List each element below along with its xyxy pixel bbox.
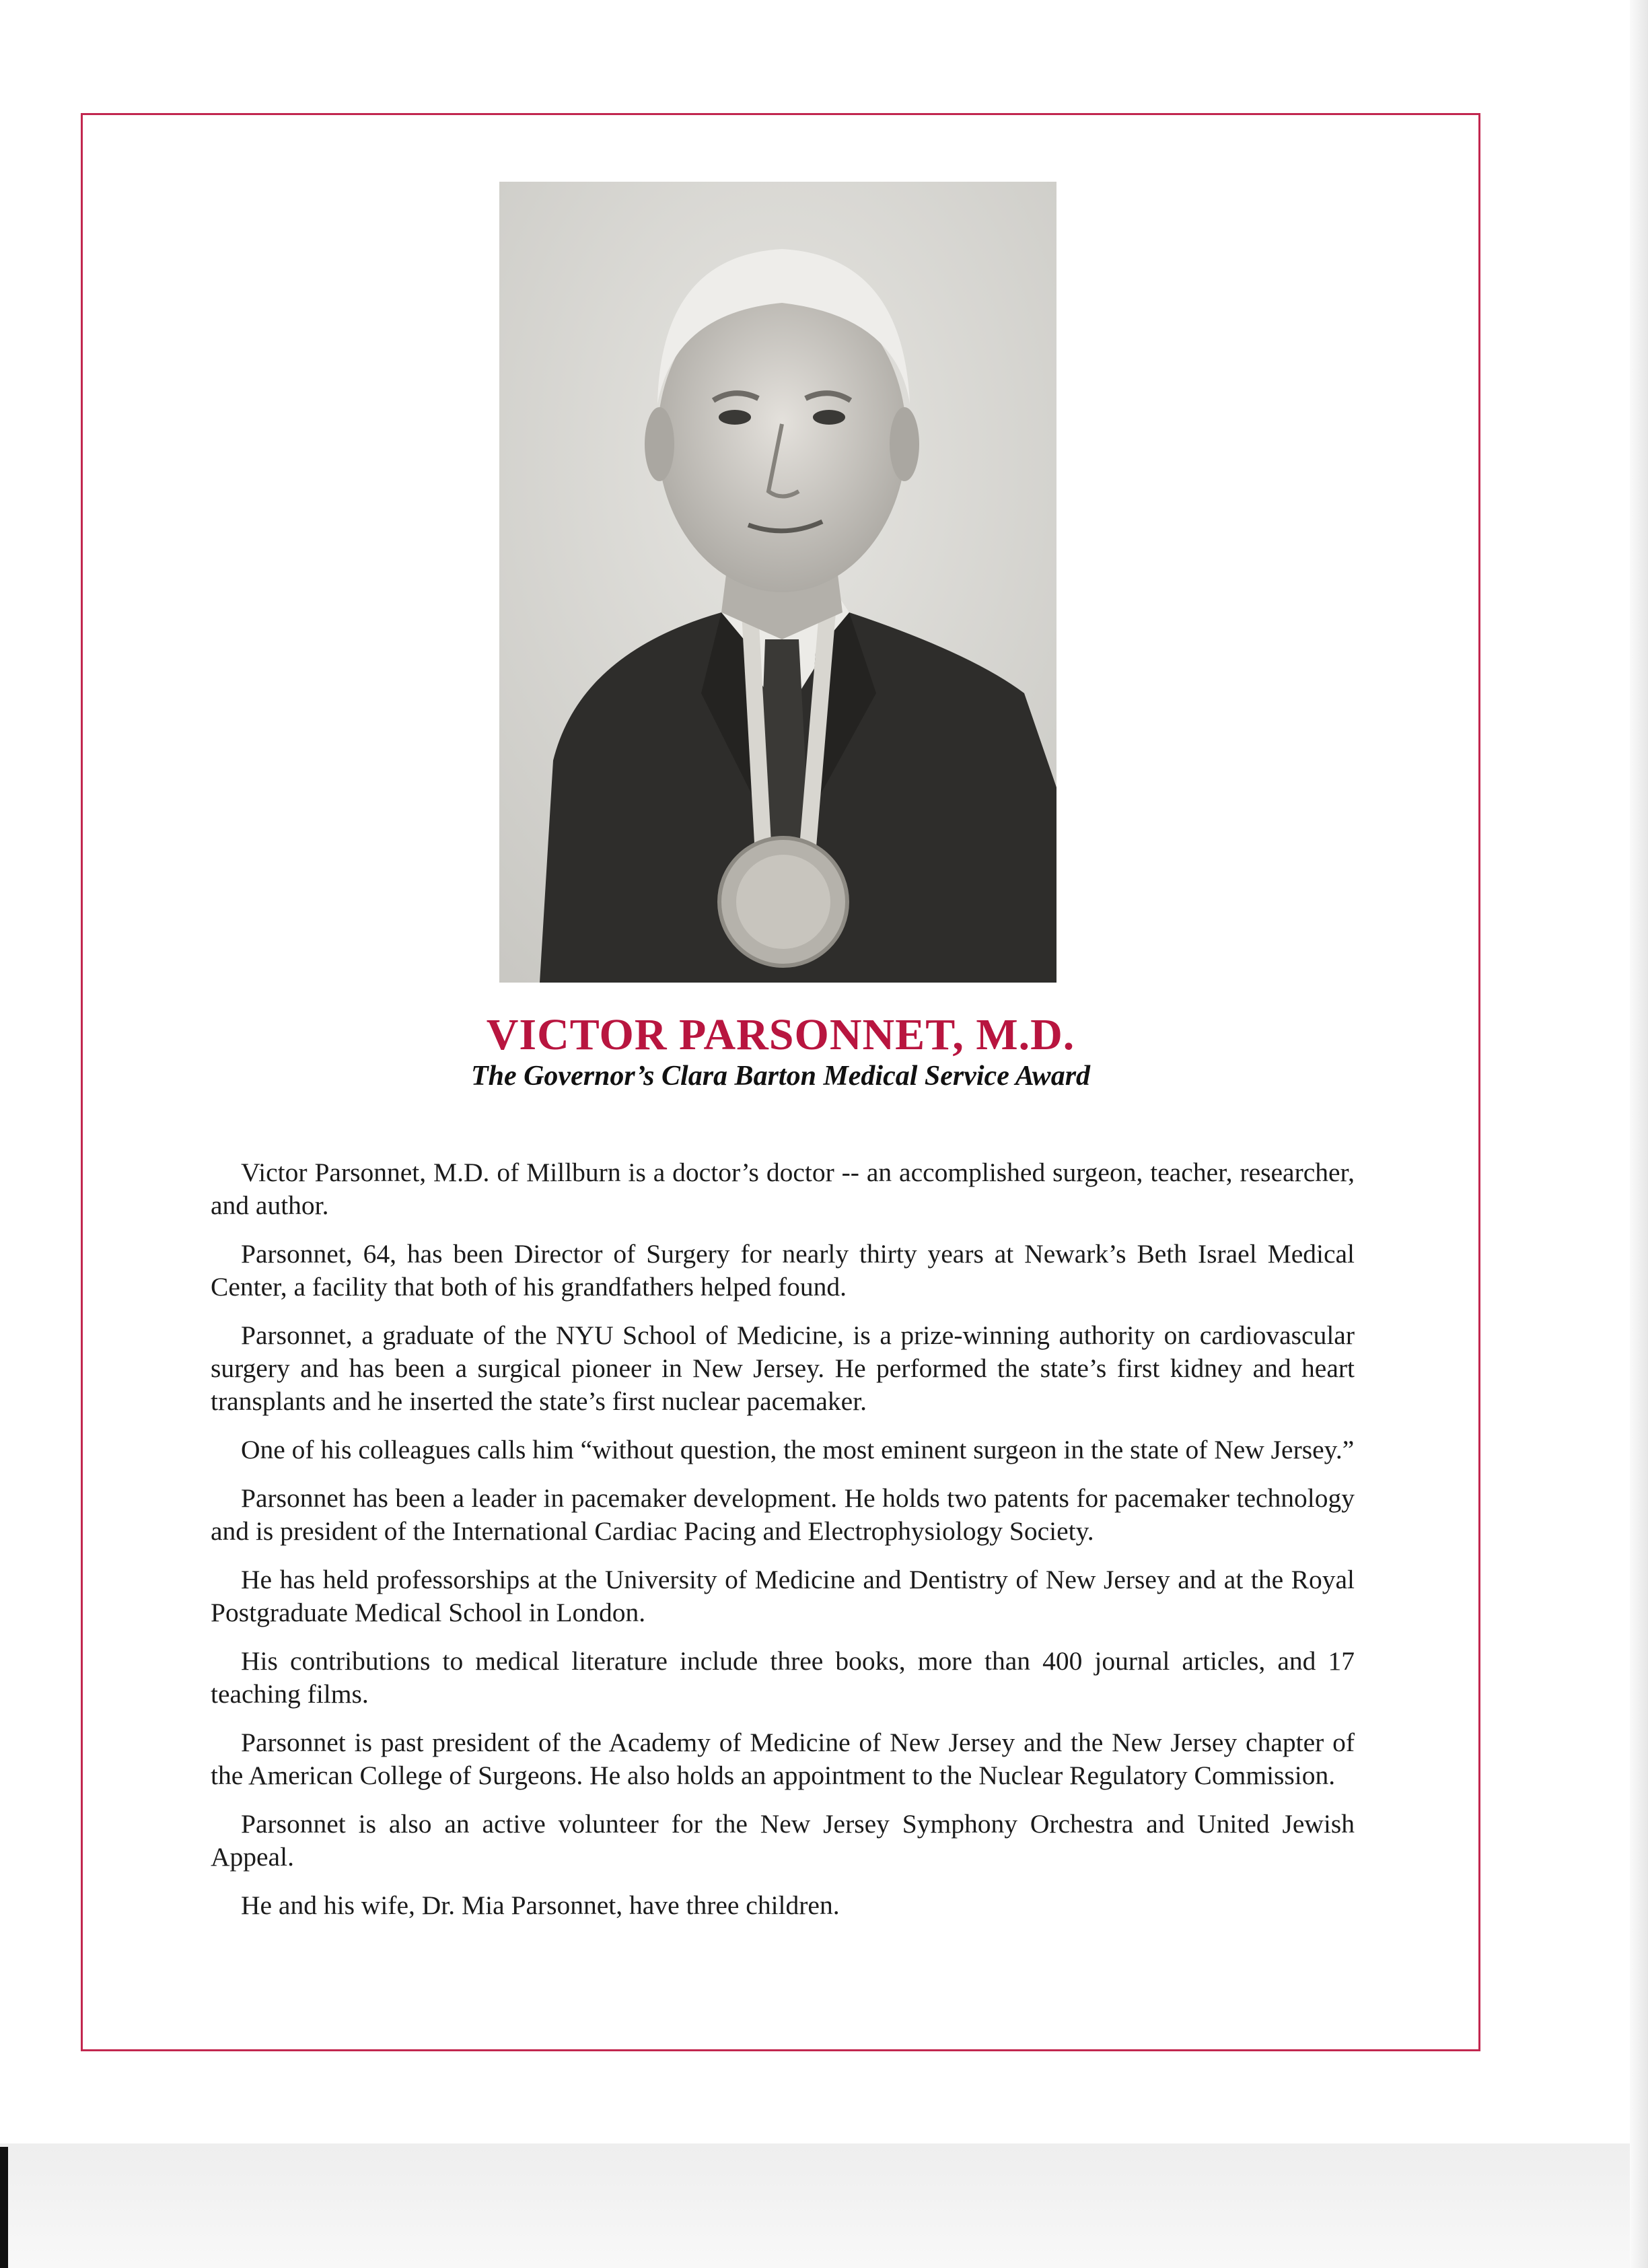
- biography: [211, 1156, 1355, 1938]
- paragraph: Parsonnet is also an active volunteer for the New Jersey Symphony Orchestra and United Jewish Appeal.: [211, 1809, 1355, 1872]
- portrait-photo: [499, 182, 1056, 983]
- scan-edge: [0, 2147, 8, 2268]
- paragraph: He has held professorships at the University of Medicine and Dentistry of New Jersey and at the Royal Postgraduate Medical School in London.: [211, 1565, 1355, 1627]
- paragraph: Parsonnet has been a leader in pacemaker development. He holds two patents for pacemaker technology and is president of the International Cardiac Pacing and Electrophysiology Society.: [211, 1483, 1355, 1546]
- award-title: The Governor’s Clara Barton Medical Service Award: [470, 1061, 1091, 1092]
- page-bottom-shadow: [0, 2143, 1648, 2268]
- paragraph: Parsonnet is past president of the Academy of Medicine of New Jersey and the New Jersey chapter of the American College of Surgeons. He also holds an appointment to the Nuclear Regulatory Commission.: [211, 1728, 1355, 1790]
- paragraph: His contributions to medical literature include three books, more than 400 journal articles, and 17 teaching films.: [211, 1646, 1355, 1709]
- scan-edge-right: [1630, 0, 1648, 2268]
- paragraph: He and his wife, Dr. Mia Parsonnet, have three children.: [241, 1890, 840, 1920]
- paragraph: Parsonnet, a graduate of the NYU School of Medicine, is a prize-winning authority on cardiovascular surgery and has been a surgical pioneer in New Jersey. He performed the state’s first kidney and heart transplants and he inserted the state’s first nuclear pacemaker.: [211, 1320, 1355, 1416]
- paragraph: One of his colleagues calls him “without question, the most eminent surgeon in the state of New Jersey.”: [241, 1435, 1355, 1464]
- portrait-illustration: [499, 182, 1056, 983]
- paragraph: Victor Parsonnet, M.D. of Millburn is a doctor’s doctor -- an accomplished surgeon, teacher, researcher, and author.: [211, 1158, 1355, 1220]
- awardee-name: VICTOR PARSONNET, M.D.: [486, 1010, 1075, 1059]
- paragraph: Parsonnet, 64, has been Director of Surgery for nearly thirty years at Newark’s Beth Israel Medical Center, a facility that both of his grandfathers helped found.: [211, 1239, 1355, 1302]
